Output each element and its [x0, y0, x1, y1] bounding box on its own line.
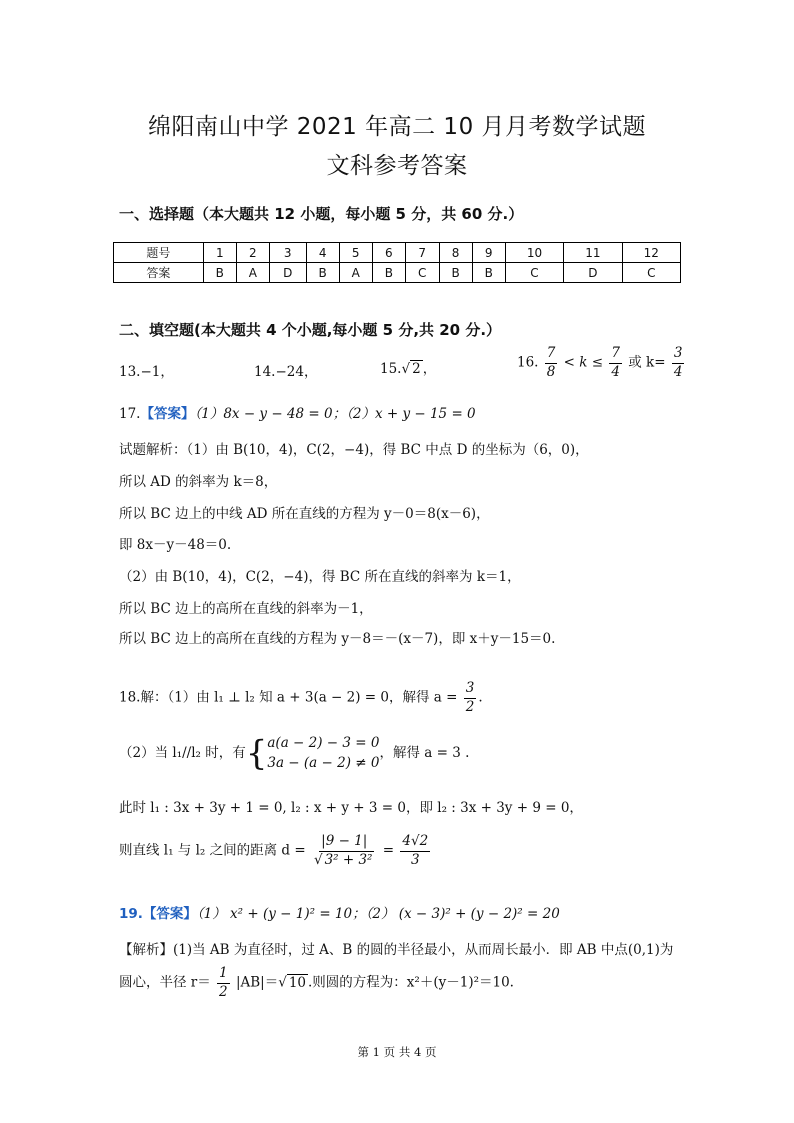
table-cell: 11 — [564, 243, 622, 263]
q17-number: 17. — [119, 406, 141, 422]
table-cell: A — [339, 263, 372, 283]
table-row-answers — [114, 263, 681, 283]
system-equation-2: 3a − (a − 2) ≠ 0 — [267, 755, 380, 772]
q19-answer-line — [119, 902, 560, 922]
answer-15-radicand: 2 — [412, 361, 421, 377]
fraction-numerator: 7 — [545, 347, 558, 364]
answer-16 — [517, 347, 686, 379]
fraction-denominator: 3 — [410, 851, 420, 868]
table-cell: 3 — [269, 243, 306, 263]
q17-answer-line — [119, 402, 476, 422]
table-head-cell: 答案 — [114, 263, 204, 283]
table-cell: 7 — [405, 243, 439, 263]
q18-line-2-result: ，解得 a = 3 . — [379, 744, 470, 761]
section-fill-heading: 二、填空题(本大题共 4 个小题,每小题 5 分,共 20 分.） — [119, 321, 502, 339]
fraction-denominator: 4 — [673, 363, 683, 380]
table-cell: B — [372, 263, 405, 283]
table-cell: C — [405, 263, 439, 283]
fraction-numerator: |9 − 1| — [319, 835, 369, 852]
fraction-denominator: 2 — [465, 698, 475, 715]
table-head-cell: 题号 — [114, 243, 204, 263]
fraction — [400, 835, 430, 867]
radicand: 3² + 3² — [324, 851, 373, 868]
q19-line-2 — [119, 967, 514, 999]
equals-sign: = — [382, 842, 395, 859]
table-cell: 8 — [439, 243, 472, 263]
table-cell: 12 — [622, 243, 680, 263]
fraction — [312, 835, 377, 867]
table-cell: D — [269, 263, 306, 283]
sqrt-symbol: √ — [278, 974, 287, 991]
table-cell: C — [505, 263, 563, 283]
table-cell: 4 — [306, 243, 339, 263]
q19-line-1: 【解析】(1)当 AB 为直径时，过 A、B 的圆的半径最小，从而周长最小．即 AB 中点(0,1)为 — [119, 942, 674, 958]
q18-line-2 — [119, 733, 469, 774]
q18-line-1-end: . — [478, 689, 483, 706]
answer-table — [113, 242, 681, 283]
equation-system — [267, 733, 379, 774]
fraction-denominator: 4 — [611, 363, 620, 380]
fraction-numerator: 4√2 — [400, 835, 430, 852]
fraction-numerator: 3 — [672, 347, 685, 364]
answer-16-inequality: < k ≤ — [563, 354, 608, 371]
table-cell: D — [564, 263, 622, 283]
q18-line-3: 此时 l₁ : 3x + 3y + 1 = 0, l₂ : x + y + 3 = 0，即 l₂ : 3x + 3y + 9 = 0， — [119, 800, 583, 816]
q17-line-4: 即 8x－y－48＝0. — [119, 537, 232, 553]
answer-15-prefix: 15. — [380, 361, 402, 377]
q17-answer: （1）8x − y − 48 = 0；（2）x + y − 15 = 0 — [194, 406, 476, 422]
section-choice-heading: 一、选择题（本大题共 12 小题，每小题 5 分，共 60 分.） — [119, 205, 524, 223]
fraction-denominator: 8 — [546, 363, 556, 380]
fraction-numerator: 3 — [464, 682, 477, 699]
fraction-numerator: 1 — [217, 967, 230, 984]
answer-14: 14.−24， — [254, 364, 318, 380]
page-title: 绵阳南山中学 2021 年高二 10 月月考数学试题 — [147, 114, 647, 140]
table-cell: B — [439, 263, 472, 283]
q18-line-1 — [119, 682, 483, 714]
q19-line-2-end: .则圆的方程为：x²＋(y－1)²＝10. — [308, 974, 514, 991]
answer-16-prefix: 16. — [517, 354, 539, 371]
fraction — [464, 682, 477, 714]
table-cell: B — [472, 263, 505, 283]
table-cell: 6 — [372, 243, 405, 263]
table-cell: 10 — [505, 243, 563, 263]
table-cell: B — [306, 263, 339, 283]
answer-15-suffix: ， — [422, 361, 437, 377]
table-cell: 2 — [236, 243, 269, 263]
answer-tag: 【答案】 — [140, 406, 195, 422]
answer-15 — [380, 357, 436, 377]
page-footer: 第 1 页 共 4 页 — [357, 1045, 437, 1059]
q19-line-2-ab: |AB|＝ — [235, 974, 279, 991]
q19-answer: （1） x² + (y − 1)² = 10；（2） (x − 3)² + (y − 2)² = 20 — [196, 906, 560, 922]
q18-line-2-text: （2）当 l₁//l₂ 时，有 — [119, 744, 246, 761]
q18-line-1-text: 18.解：（1）由 l₁ ⊥ l₂ 知 a + 3(a − 2) = 0，解得 a = — [119, 689, 458, 706]
table-cell: C — [622, 263, 680, 283]
table-cell: A — [236, 263, 269, 283]
page-subtitle: 文科参考答案 — [326, 153, 468, 179]
table-cell: 9 — [472, 243, 505, 263]
fraction — [217, 967, 230, 999]
answer-tag: 19.【答案】 — [119, 906, 197, 922]
fraction-numerator: 7 — [609, 347, 622, 364]
fraction — [609, 347, 622, 379]
brace-symbol: { — [245, 733, 268, 774]
answer-16-or: 或 k= — [628, 354, 666, 371]
q18-line-4-text: 则直线 l₁ 与 l₂ 之间的距离 d = — [119, 842, 306, 859]
q17-line-1: 试题解析：（1）由 B(10，4)，C(2，−4)，得 BC 中点 D 的坐标为（6，0)， — [119, 442, 589, 458]
fraction — [545, 347, 558, 379]
q17-line-6: 所以 BC 边上的高所在直线的斜率为－1， — [119, 601, 373, 617]
answer-13: 13.−1， — [119, 364, 174, 380]
q17-line-3: 所以 BC 边上的中线 AD 所在直线的方程为 y－0＝8(x－6)， — [119, 506, 490, 522]
system-equation-1: a(a − 2) − 3 = 0 — [267, 735, 380, 751]
radicand: 10 — [288, 974, 307, 991]
sqrt-symbol: √ — [401, 361, 411, 377]
q18-line-4 — [119, 835, 432, 867]
fraction — [672, 347, 685, 379]
table-cell: B — [203, 263, 236, 283]
table-cell: 1 — [203, 243, 236, 263]
q17-line-7: 所以 BC 边上的高所在直线的方程为 y－8＝－(x－7)，即 x＋y－15＝0. — [119, 631, 556, 647]
q17-line-2: 所以 AD 的斜率为 k＝8， — [119, 474, 278, 490]
table-row-numbers — [114, 243, 681, 263]
q17-line-5: （2）由 B(10，4)，C(2，−4)，得 BC 所在直线的斜率为 k＝1， — [119, 569, 521, 585]
q19-line-2-text: 圆心，半径 r＝ — [119, 974, 211, 991]
fraction-denominator: √ 3² + 3² — [313, 851, 373, 868]
table-cell: 5 — [339, 243, 372, 263]
fraction-denominator: 2 — [219, 983, 228, 1000]
